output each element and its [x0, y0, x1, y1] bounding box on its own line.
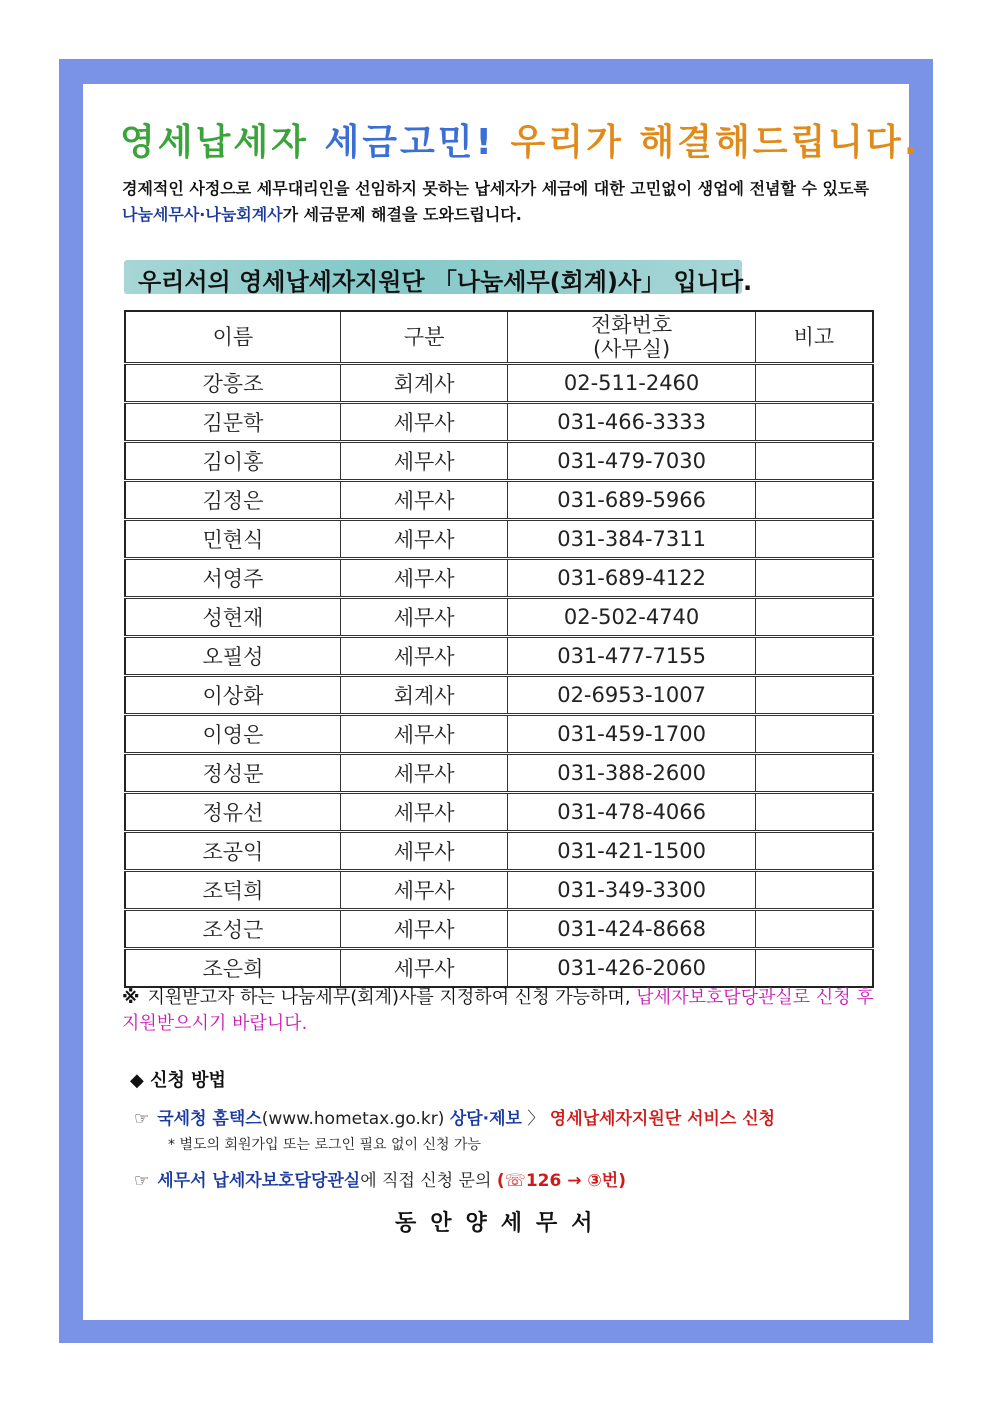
page-title [120, 114, 921, 165]
header-note: 비고 [755, 311, 873, 364]
title-part-1: 영세납세자 [120, 122, 309, 163]
pointing-hand-icon: ☞ [134, 1171, 150, 1191]
cell-name: 민현식 [125, 520, 340, 559]
cell-type: 세무사 [340, 949, 508, 988]
table-row [125, 754, 873, 793]
cell-phone: 031-424-8668 [508, 910, 755, 949]
cell-name: 이상화 [125, 676, 340, 715]
notice-text: 지원받고자 하는 나눔세무(회계)사를 지정하여 신청 가능하며, [147, 987, 637, 1008]
cell-phone: 031-384-7311 [508, 520, 755, 559]
cell-name: 정성문 [125, 754, 340, 793]
cell-note [755, 676, 873, 715]
cell-phone: 031-689-5966 [508, 481, 755, 520]
table-header-row [125, 311, 873, 364]
cell-name: 김정은 [125, 481, 340, 520]
cell-name: 조공익 [125, 832, 340, 871]
table-row [125, 559, 873, 598]
cell-phone: 02-6953-1007 [508, 676, 755, 715]
cell-type: 세무사 [340, 871, 508, 910]
table-row [125, 793, 873, 832]
notice-mark: ※ [122, 987, 140, 1008]
cell-phone: 031-388-2600 [508, 754, 755, 793]
table-row [125, 598, 873, 637]
notice-highlight: 납세자보호담당관실로 신청 후 지원받으시기 바랍니다. [122, 987, 874, 1034]
notice [122, 985, 882, 1037]
hometax-url: (www.hometax.go.kr) [261, 1109, 445, 1129]
cell-name: 조성근 [125, 910, 340, 949]
cell-name: 김문학 [125, 403, 340, 442]
cell-phone: 031-478-4066 [508, 793, 755, 832]
table-row [125, 832, 873, 871]
table-body [125, 364, 873, 988]
cell-phone: 02-502-4740 [508, 598, 755, 637]
cell-name: 조덕희 [125, 871, 340, 910]
cell-note [755, 910, 873, 949]
cell-name: 성현재 [125, 598, 340, 637]
hometax-label: 국세청 홈택스 [157, 1109, 262, 1129]
cell-name: 강흥조 [125, 364, 340, 403]
cell-note [755, 520, 873, 559]
cell-note [755, 949, 873, 988]
cell-type: 세무사 [340, 910, 508, 949]
menu-arrow: 〉 [527, 1109, 545, 1129]
cell-name: 김이홍 [125, 442, 340, 481]
method-line-office [134, 1166, 626, 1191]
cell-name: 조은희 [125, 949, 340, 988]
cell-type: 세무사 [340, 481, 508, 520]
office-desk-label: 세무서 납세자보호담당관실 [157, 1171, 361, 1191]
table-row [125, 403, 873, 442]
method-line-hometax [134, 1104, 775, 1129]
cell-phone: 031-426-2060 [508, 949, 755, 988]
title-part-4: 해결해드립니다. [639, 122, 921, 163]
header-phone [508, 311, 755, 364]
office-text: 에 직접 신청 문의 [360, 1171, 492, 1191]
table-row [125, 637, 873, 676]
cell-note [755, 559, 873, 598]
cell-note [755, 793, 873, 832]
method-title: ◆ 신청 방법 [130, 1070, 226, 1091]
cell-note [755, 442, 873, 481]
cell-name: 이영은 [125, 715, 340, 754]
header-phone-line2: (사무실) [592, 337, 671, 361]
intro-text-1: 경제적인 사정으로 세무대리인을 선임하지 못하는 납세자가 세금에 대한 고민없이 생업에 전념할 수 있도록 [122, 179, 869, 198]
cell-type: 세무사 [340, 559, 508, 598]
cell-type: 세무사 [340, 793, 508, 832]
cell-type: 세무사 [340, 403, 508, 442]
intro-paragraph [122, 176, 882, 228]
cell-phone: 031-479-7030 [508, 442, 755, 481]
cell-type: 세무사 [340, 598, 508, 637]
table-row [125, 364, 873, 403]
section-title: 우리서의 영세납세자지원단 「나눔세무(회계)사」 입니다. [138, 268, 753, 296]
cell-name: 오필성 [125, 637, 340, 676]
cell-phone: 031-421-1500 [508, 832, 755, 871]
method-subnote: * 별도의 회원가입 또는 로그인 필요 없이 신청 가능 [168, 1137, 482, 1153]
cell-note [755, 754, 873, 793]
cell-note [755, 403, 873, 442]
cell-type: 세무사 [340, 715, 508, 754]
cell-note [755, 637, 873, 676]
cell-type: 세무사 [340, 520, 508, 559]
cell-phone: 031-689-4122 [508, 559, 755, 598]
members-table [124, 310, 874, 988]
cell-type: 세무사 [340, 754, 508, 793]
table-row [125, 676, 873, 715]
cell-note [755, 598, 873, 637]
cell-note [755, 481, 873, 520]
title-part-3: 우리가 [510, 122, 624, 163]
cell-note [755, 832, 873, 871]
title-part-2: 세금고민! [324, 122, 495, 163]
table-row [125, 871, 873, 910]
cell-phone: 031-349-3300 [508, 871, 755, 910]
cell-phone: 031-466-3333 [508, 403, 755, 442]
cell-phone: 031-477-7155 [508, 637, 755, 676]
header-name: 이름 [125, 311, 340, 364]
intro-text-2: 가 세금문제 해결을 도와드립니다. [282, 205, 522, 224]
table-row [125, 910, 873, 949]
service-label: 영세납세자지원단 서비스 신청 [549, 1109, 776, 1129]
hometax-menu: 상담·제보 [449, 1109, 522, 1129]
cell-note [755, 715, 873, 754]
cell-phone: 031-459-1700 [508, 715, 755, 754]
header-type: 구분 [340, 311, 508, 364]
header-phone-line1: 전화번호 [591, 313, 673, 337]
table-row [125, 520, 873, 559]
table-row [125, 715, 873, 754]
cell-type: 세무사 [340, 637, 508, 676]
cell-name: 정유선 [125, 793, 340, 832]
office-phone: (☏126 → ③번) [496, 1171, 626, 1191]
cell-name: 서영주 [125, 559, 340, 598]
table-row [125, 442, 873, 481]
pointing-hand-icon: ☞ [134, 1109, 150, 1129]
intro-highlight: 나눔세무사·나눔회계사 [122, 205, 283, 224]
table-row [125, 481, 873, 520]
cell-note [755, 871, 873, 910]
cell-type: 세무사 [340, 442, 508, 481]
cell-note [755, 364, 873, 403]
cell-type: 회계사 [340, 364, 508, 403]
cell-type: 회계사 [340, 676, 508, 715]
office-name: 동안양세무서 [395, 1211, 607, 1236]
cell-type: 세무사 [340, 832, 508, 871]
table-row [125, 949, 873, 988]
cell-phone: 02-511-2460 [508, 364, 755, 403]
